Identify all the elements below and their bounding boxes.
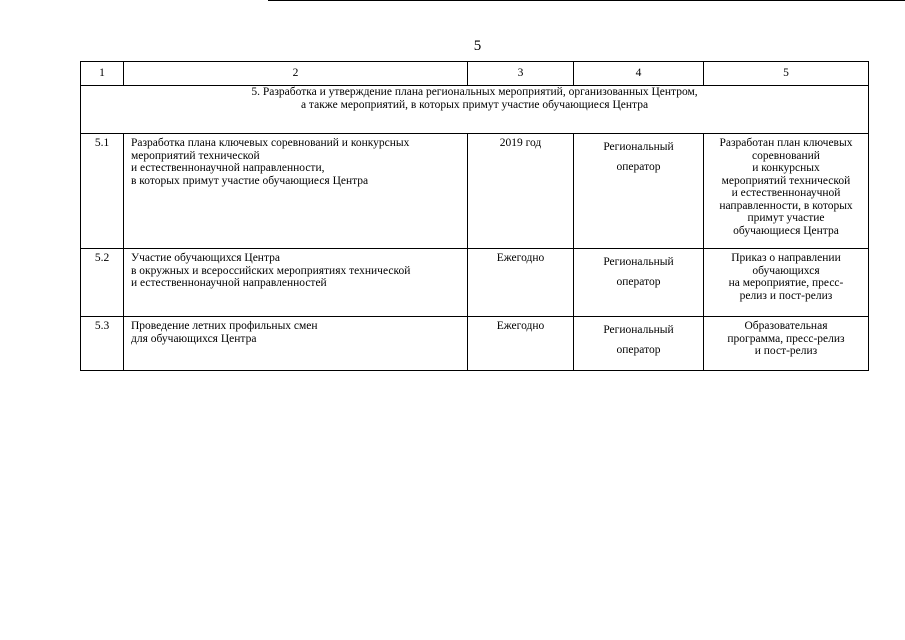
activity-line: и естественнонаучной направленностей: [131, 277, 327, 289]
result-line: Разработан план ключевых: [719, 137, 853, 149]
result-line: на мероприятие, пресс-: [728, 277, 844, 289]
activity-line: Проведение летних профильных смен: [131, 320, 318, 332]
result-line: Приказ о направлении: [731, 252, 841, 264]
table-row: [81, 134, 869, 249]
result-line: релиз и пост-релиз: [739, 289, 833, 302]
result-line: Образовательная: [744, 320, 828, 332]
responsible-line: Региональный: [603, 256, 674, 268]
column-number-4: 4: [574, 62, 704, 86]
result-line: и естественнонаучной: [731, 187, 841, 199]
period: 2019 год: [468, 134, 574, 249]
page-number: 5: [473, 38, 482, 54]
plan-table: [80, 61, 869, 371]
responsible: [574, 249, 704, 317]
period: Ежегодно: [468, 317, 574, 371]
row-number: 5.3: [81, 317, 124, 371]
result-line: и пост-релиз: [754, 345, 818, 357]
section-title-line: а также мероприятий, в которых примут участие обучающиеся Центра: [300, 98, 649, 111]
activity-name: [124, 317, 468, 371]
responsible-line: оператор: [616, 276, 661, 288]
activity-line: Участие обучающихся Центра: [131, 252, 280, 264]
table-row: [81, 317, 869, 371]
period: Ежегодно: [468, 249, 574, 317]
result-line: программа, пресс-релиз: [727, 332, 845, 345]
responsible: [574, 317, 704, 371]
activity-line: для обучающихся Центра: [131, 332, 257, 345]
column-number-1: 1: [81, 62, 124, 86]
top-rule: [268, 0, 905, 1]
column-number-5: 5: [704, 62, 869, 86]
responsible-line: Региональный: [603, 324, 674, 336]
responsible: [574, 134, 704, 249]
activity-line: Разработка плана ключевых соревнований и конкурсных: [131, 137, 410, 149]
activity-line: мероприятий технической: [131, 149, 260, 162]
result: [704, 134, 869, 249]
responsible-line: оператор: [616, 161, 661, 173]
section-row: [81, 86, 869, 134]
section-title: [81, 86, 869, 134]
result-line: обучающиеся Центра: [733, 224, 839, 237]
activity-line: в которых примут участие обучающиеся Центра: [131, 174, 369, 187]
responsible-line: оператор: [616, 344, 661, 356]
activity-line: и естественнонаучной направленности,: [131, 162, 325, 174]
responsible-line: Региональный: [603, 141, 674, 153]
row-number: 5.2: [81, 249, 124, 317]
activity-name: [124, 249, 468, 317]
result-line: направленности, в которых: [719, 199, 853, 212]
column-number-3: 3: [468, 62, 574, 86]
result-line: и конкурсных: [752, 162, 820, 174]
column-number-2: 2: [124, 62, 468, 86]
header-row: [81, 62, 869, 86]
result: [704, 317, 869, 371]
activity-line: в окружных и всероссийских мероприятиях технической: [131, 264, 411, 277]
section-title-line: 5. Разработка и утверждение плана региональных мероприятий, организованных Центром,: [251, 86, 698, 98]
table-row: [81, 249, 869, 317]
result-line: соревнований: [752, 149, 820, 162]
result: [704, 249, 869, 317]
result-line: обучающихся: [752, 264, 820, 277]
row-number: 5.1: [81, 134, 124, 249]
result-line: мероприятий технической: [721, 174, 851, 187]
result-line: примут участие: [747, 212, 825, 224]
activity-name: [124, 134, 468, 249]
